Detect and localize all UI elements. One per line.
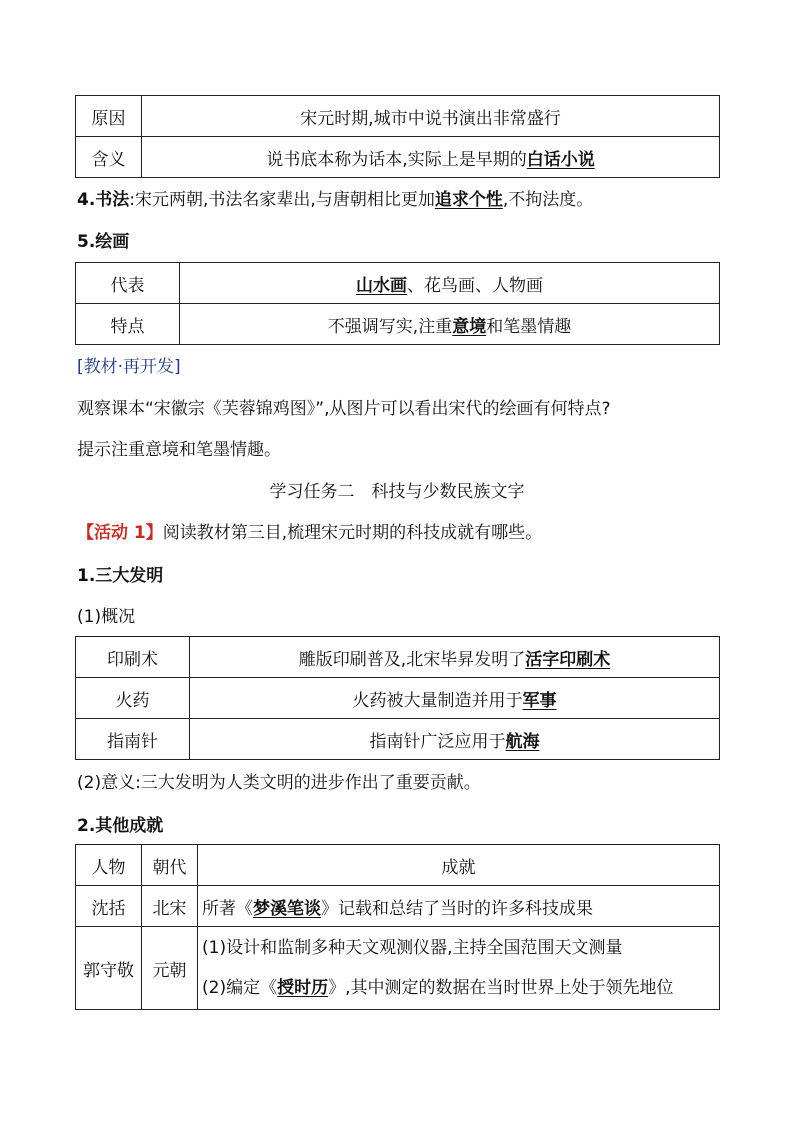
content-text: 火药被大量制造并用于 (352, 690, 523, 711)
row-content (142, 137, 720, 178)
section-heading: 2.其他成就 (77, 816, 164, 836)
key-term: 白话小说 (526, 149, 595, 170)
achievement-line (202, 968, 715, 1008)
key-term: 追求个性 (434, 190, 503, 210)
achievement-cell (198, 886, 720, 927)
activity-tag: 【活动 1】 (77, 523, 163, 543)
content-text: 》记载和总结了当时的许多科技成果 (321, 898, 593, 919)
column-header: 朝代 (142, 845, 198, 886)
row-label: 特点 (76, 304, 180, 345)
content-text: 和笔墨情趣 (486, 316, 572, 337)
activity-text: 阅读教材第三目,梳理宋元时期的科技成就有哪些。 (162, 523, 543, 543)
content-text: 雕版印刷普及,北宋毕昇发明了 (298, 649, 526, 670)
dynasty-cell: 北宋 (142, 886, 198, 927)
key-term: 活字印刷术 (525, 649, 611, 670)
key-term: 意境 (452, 316, 487, 337)
row-label: 含义 (76, 137, 142, 178)
section-heading: 5.绘画 (77, 232, 130, 252)
table-row (76, 96, 720, 137)
row-content (190, 637, 720, 678)
content-text: (2)编定《 (202, 978, 278, 998)
column-header: 人物 (76, 845, 142, 886)
content-text: 》,其中测定的数据在当时世界上处于领先地位 (328, 978, 674, 998)
achievement-line: (1)设计和监制多种天文观测仪器,主持全国范围天文测量 (202, 938, 623, 958)
row-content (190, 719, 720, 760)
person-cell: 郭守敬 (76, 927, 142, 1010)
textbook-tag: [教材·再开发] (77, 357, 181, 377)
calligraphy-line (77, 188, 593, 212)
table-row (76, 637, 720, 678)
key-term: 军事 (522, 690, 557, 711)
row-content (180, 263, 720, 304)
row-content: 宋元时期,城市中说书演出非常盛行 (142, 96, 720, 137)
row-label: 印刷术 (76, 637, 190, 678)
person-cell: 沈括 (76, 886, 142, 927)
content-text: 指南针广泛应用于 (369, 731, 506, 752)
content-text: 说书底本称为话本,实际上是早期的 (266, 149, 527, 170)
content-text: 不强调写实,注重 (327, 316, 453, 337)
body-text: ,不拘法度。 (502, 190, 594, 210)
table-header-row (76, 845, 720, 886)
row-content (190, 678, 720, 719)
dynasty-cell: 元朝 (142, 927, 198, 1010)
key-term: 梦溪笔谈 (253, 898, 321, 919)
section-heading: 1.三大发明 (77, 566, 164, 586)
novel-table (75, 95, 720, 178)
achievements-table (75, 844, 720, 1010)
textbook-answer: 提示注重意境和笔墨情趣。 (77, 440, 281, 460)
textbook-question: 观察课本“宋徽宗《芙蓉锦鸡图》”,从图片可以看出宋代的绘画有何特点? (77, 399, 611, 419)
painting-table (75, 262, 720, 345)
subheading: (1)概况 (77, 607, 136, 627)
row-label: 火药 (76, 678, 190, 719)
row-label: 原因 (76, 96, 142, 137)
table-row (76, 304, 720, 345)
key-term: 山水画 (356, 275, 407, 296)
content-text: 所著《 (202, 898, 253, 919)
table-row (76, 886, 720, 927)
row-label: 代表 (76, 263, 180, 304)
section-heading: 4.书法 (77, 190, 130, 210)
body-text: :宋元两朝,书法名家辈出,与唐朝相比更加 (129, 190, 435, 210)
table-row (76, 137, 720, 178)
content-text: 、花鸟画、人物画 (407, 275, 543, 296)
table-row (76, 678, 720, 719)
row-content (180, 304, 720, 345)
column-header: 成就 (198, 845, 720, 886)
achievement-cell (198, 927, 720, 1010)
key-term: 航海 (505, 731, 540, 752)
row-label: 指南针 (76, 719, 190, 760)
task-title: 学习任务二 科技与少数民族文字 (269, 482, 525, 502)
table-row (76, 719, 720, 760)
inventions-table (75, 636, 720, 760)
table-row (76, 927, 720, 1010)
table-row (76, 263, 720, 304)
activity-line (77, 521, 542, 545)
key-term: 授时历 (277, 978, 329, 998)
significance-text: (2)意义:三大发明为人类文明的进步作出了重要贡献。 (77, 773, 481, 793)
